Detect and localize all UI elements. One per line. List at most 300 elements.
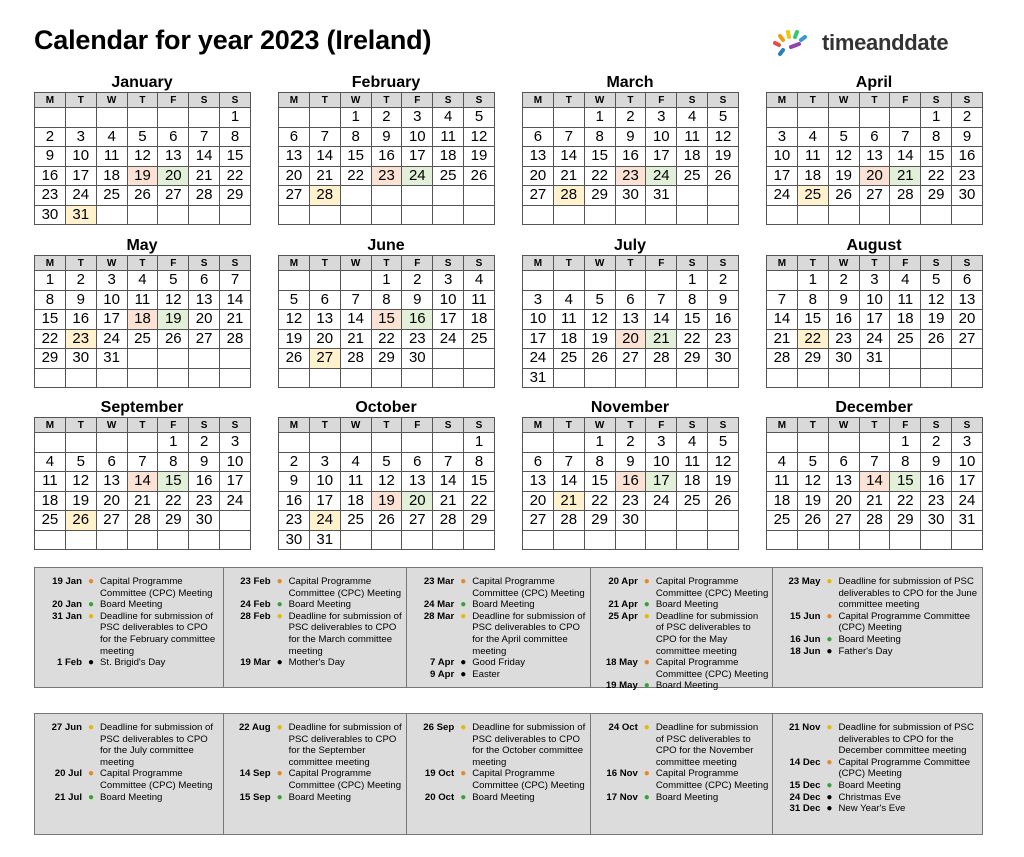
day-cell[interactable]: 19 [584,329,615,349]
day-cell[interactable]: 17 [65,166,96,186]
day-cell[interactable]: 5 [921,271,952,291]
day-cell[interactable]: 16 [615,147,646,167]
day-cell[interactable]: 18 [35,491,66,511]
day-cell[interactable]: 25 [35,511,66,531]
day-cell[interactable]: 15 [890,472,921,492]
day-cell[interactable]: 19 [127,166,158,186]
day-cell[interactable]: 17 [952,472,983,492]
day-cell[interactable]: 8 [584,127,615,147]
day-cell[interactable]: 19 [65,491,96,511]
day-cell[interactable]: 19 [464,147,495,167]
day-cell[interactable]: 1 [584,433,615,453]
day-cell[interactable]: 22 [584,166,615,186]
day-cell[interactable]: 14 [433,472,464,492]
day-cell[interactable]: 2 [371,108,402,128]
day-cell[interactable]: 19 [158,310,189,330]
day-cell[interactable]: 28 [127,511,158,531]
day-cell[interactable]: 23 [371,166,402,186]
day-cell[interactable]: 8 [921,127,952,147]
day-cell[interactable]: 29 [35,349,66,369]
day-cell[interactable]: 10 [646,127,677,147]
day-cell[interactable]: 12 [371,472,402,492]
day-cell[interactable]: 18 [433,147,464,167]
timeanddate-logo[interactable] [773,26,948,60]
day-cell[interactable]: 11 [677,452,708,472]
day-cell[interactable]: 6 [523,127,554,147]
day-cell[interactable]: 1 [464,433,495,453]
day-cell[interactable]: 17 [859,310,890,330]
day-cell[interactable]: 18 [797,166,828,186]
day-cell[interactable]: 26 [371,511,402,531]
day-cell[interactable]: 12 [708,127,739,147]
day-cell[interactable]: 13 [523,472,554,492]
day-cell[interactable]: 13 [523,147,554,167]
day-cell[interactable]: 25 [433,166,464,186]
day-cell[interactable]: 2 [952,108,983,128]
day-cell[interactable]: 5 [127,127,158,147]
day-cell[interactable]: 12 [708,452,739,472]
day-cell[interactable]: 2 [65,271,96,291]
day-cell[interactable]: 25 [767,511,798,531]
day-cell[interactable]: 19 [797,491,828,511]
day-cell[interactable]: 17 [646,472,677,492]
day-cell[interactable]: 30 [828,349,859,369]
day-cell[interactable]: 9 [615,452,646,472]
day-cell[interactable]: 8 [35,290,66,310]
day-cell[interactable]: 3 [220,433,251,453]
day-cell[interactable]: 20 [952,310,983,330]
day-cell[interactable]: 22 [921,166,952,186]
day-cell[interactable]: 29 [220,186,251,206]
day-cell[interactable]: 4 [127,271,158,291]
day-cell[interactable]: 10 [402,127,433,147]
day-cell[interactable]: 31 [859,349,890,369]
day-cell[interactable]: 10 [309,472,340,492]
day-cell[interactable]: 20 [309,329,340,349]
day-cell[interactable]: 25 [553,349,584,369]
day-cell[interactable]: 9 [371,127,402,147]
day-cell[interactable]: 4 [553,290,584,310]
day-cell[interactable]: 31 [523,368,554,388]
day-cell[interactable]: 13 [402,472,433,492]
day-cell[interactable]: 15 [371,310,402,330]
day-cell[interactable]: 28 [340,349,371,369]
day-cell[interactable]: 9 [279,472,310,492]
day-cell[interactable]: 28 [553,186,584,206]
day-cell[interactable]: 7 [433,452,464,472]
day-cell[interactable]: 20 [279,166,310,186]
day-cell[interactable]: 6 [279,127,310,147]
day-cell[interactable]: 12 [158,290,189,310]
day-cell[interactable]: 29 [890,511,921,531]
day-cell[interactable]: 10 [523,310,554,330]
day-cell[interactable]: 22 [220,166,251,186]
day-cell[interactable]: 14 [340,310,371,330]
day-cell[interactable]: 9 [708,290,739,310]
day-cell[interactable]: 26 [464,166,495,186]
day-cell[interactable]: 26 [65,511,96,531]
day-cell[interactable]: 6 [523,452,554,472]
day-cell[interactable]: 24 [952,491,983,511]
day-cell[interactable]: 19 [921,310,952,330]
day-cell[interactable]: 24 [65,186,96,206]
day-cell[interactable]: 6 [615,290,646,310]
day-cell[interactable]: 23 [952,166,983,186]
day-cell[interactable]: 28 [767,349,798,369]
day-cell[interactable]: 4 [677,433,708,453]
day-cell[interactable]: 23 [828,329,859,349]
day-cell[interactable]: 26 [158,329,189,349]
day-cell[interactable]: 27 [828,511,859,531]
day-cell[interactable]: 27 [402,511,433,531]
day-cell[interactable]: 23 [708,329,739,349]
day-cell[interactable]: 16 [189,472,220,492]
day-cell[interactable]: 3 [65,127,96,147]
day-cell[interactable]: 27 [96,511,127,531]
day-cell[interactable]: 11 [677,127,708,147]
day-cell[interactable]: 6 [402,452,433,472]
day-cell[interactable]: 23 [65,329,96,349]
day-cell[interactable]: 11 [433,127,464,147]
day-cell[interactable]: 14 [859,472,890,492]
day-cell[interactable]: 10 [646,452,677,472]
day-cell[interactable]: 18 [340,491,371,511]
day-cell[interactable]: 10 [96,290,127,310]
day-cell[interactable]: 29 [464,511,495,531]
day-cell[interactable]: 15 [921,147,952,167]
day-cell[interactable]: 30 [615,186,646,206]
day-cell[interactable]: 5 [371,452,402,472]
day-cell[interactable]: 11 [767,472,798,492]
day-cell[interactable]: 10 [220,452,251,472]
day-cell[interactable]: 21 [553,491,584,511]
day-cell[interactable]: 15 [340,147,371,167]
day-cell[interactable]: 17 [433,310,464,330]
day-cell[interactable]: 23 [279,511,310,531]
day-cell[interactable]: 24 [433,329,464,349]
day-cell[interactable]: 7 [340,290,371,310]
day-cell[interactable]: 3 [433,271,464,291]
day-cell[interactable]: 21 [127,491,158,511]
day-cell[interactable]: 5 [828,127,859,147]
day-cell[interactable]: 12 [828,147,859,167]
day-cell[interactable]: 18 [677,147,708,167]
day-cell[interactable]: 4 [35,452,66,472]
day-cell[interactable]: 9 [921,452,952,472]
day-cell[interactable]: 18 [767,491,798,511]
day-cell[interactable]: 16 [828,310,859,330]
day-cell[interactable]: 4 [464,271,495,291]
day-cell[interactable]: 6 [859,127,890,147]
day-cell[interactable]: 9 [615,127,646,147]
day-cell[interactable]: 24 [523,349,554,369]
day-cell[interactable]: 11 [127,290,158,310]
day-cell[interactable]: 27 [523,186,554,206]
day-cell[interactable]: 9 [952,127,983,147]
day-cell[interactable]: 28 [189,186,220,206]
day-cell[interactable]: 8 [677,290,708,310]
day-cell[interactable]: 28 [553,511,584,531]
day-cell[interactable]: 29 [584,186,615,206]
day-cell[interactable]: 7 [859,452,890,472]
day-cell[interactable]: 17 [402,147,433,167]
day-cell[interactable]: 9 [402,290,433,310]
day-cell[interactable]: 9 [828,290,859,310]
day-cell[interactable]: 26 [127,186,158,206]
day-cell[interactable]: 5 [279,290,310,310]
day-cell[interactable]: 14 [309,147,340,167]
day-cell[interactable]: 7 [220,271,251,291]
day-cell[interactable]: 6 [158,127,189,147]
day-cell[interactable]: 30 [952,186,983,206]
day-cell[interactable]: 25 [677,166,708,186]
day-cell[interactable]: 25 [340,511,371,531]
day-cell[interactable]: 4 [767,452,798,472]
day-cell[interactable]: 15 [464,472,495,492]
day-cell[interactable]: 20 [828,491,859,511]
day-cell[interactable]: 8 [158,452,189,472]
day-cell[interactable]: 30 [615,511,646,531]
day-cell[interactable]: 25 [797,186,828,206]
day-cell[interactable]: 1 [35,271,66,291]
day-cell[interactable]: 4 [890,271,921,291]
day-cell[interactable]: 16 [65,310,96,330]
day-cell[interactable]: 28 [890,186,921,206]
day-cell[interactable]: 18 [677,472,708,492]
day-cell[interactable]: 8 [584,452,615,472]
day-cell[interactable]: 5 [584,290,615,310]
day-cell[interactable]: 8 [340,127,371,147]
day-cell[interactable]: 19 [708,147,739,167]
day-cell[interactable]: 16 [279,491,310,511]
day-cell[interactable]: 15 [584,147,615,167]
day-cell[interactable]: 12 [797,472,828,492]
day-cell[interactable]: 30 [402,349,433,369]
day-cell[interactable]: 5 [464,108,495,128]
day-cell[interactable]: 15 [677,310,708,330]
day-cell[interactable]: 13 [158,147,189,167]
day-cell[interactable]: 19 [279,329,310,349]
day-cell[interactable]: 21 [433,491,464,511]
day-cell[interactable]: 22 [158,491,189,511]
day-cell[interactable]: 13 [96,472,127,492]
day-cell[interactable]: 3 [952,433,983,453]
day-cell[interactable]: 20 [615,329,646,349]
day-cell[interactable]: 27 [189,329,220,349]
day-cell[interactable]: 29 [584,511,615,531]
day-cell[interactable]: 8 [797,290,828,310]
day-cell[interactable]: 29 [921,186,952,206]
day-cell[interactable]: 2 [615,108,646,128]
day-cell[interactable]: 28 [646,349,677,369]
day-cell[interactable]: 10 [859,290,890,310]
day-cell[interactable]: 13 [189,290,220,310]
day-cell[interactable]: 24 [646,166,677,186]
day-cell[interactable]: 26 [828,186,859,206]
day-cell[interactable]: 1 [890,433,921,453]
day-cell[interactable]: 26 [708,491,739,511]
day-cell[interactable]: 12 [584,310,615,330]
day-cell[interactable]: 3 [859,271,890,291]
day-cell[interactable]: 20 [523,166,554,186]
day-cell[interactable]: 2 [279,452,310,472]
day-cell[interactable]: 22 [464,491,495,511]
day-cell[interactable]: 26 [797,511,828,531]
day-cell[interactable]: 21 [553,166,584,186]
day-cell[interactable]: 20 [96,491,127,511]
day-cell[interactable]: 14 [220,290,251,310]
day-cell[interactable]: 31 [65,205,96,225]
day-cell[interactable]: 7 [767,290,798,310]
day-cell[interactable]: 6 [952,271,983,291]
day-cell[interactable]: 23 [35,186,66,206]
day-cell[interactable]: 12 [464,127,495,147]
day-cell[interactable]: 29 [677,349,708,369]
day-cell[interactable]: 25 [464,329,495,349]
day-cell[interactable]: 3 [646,433,677,453]
day-cell[interactable]: 31 [309,530,340,550]
day-cell[interactable]: 7 [890,127,921,147]
day-cell[interactable]: 14 [127,472,158,492]
day-cell[interactable]: 11 [797,147,828,167]
day-cell[interactable]: 27 [859,186,890,206]
day-cell[interactable]: 2 [35,127,66,147]
day-cell[interactable]: 2 [921,433,952,453]
day-cell[interactable]: 8 [220,127,251,147]
day-cell[interactable]: 11 [35,472,66,492]
day-cell[interactable]: 2 [189,433,220,453]
day-cell[interactable]: 13 [615,310,646,330]
day-cell[interactable]: 26 [708,166,739,186]
day-cell[interactable]: 27 [952,329,983,349]
day-cell[interactable]: 24 [96,329,127,349]
day-cell[interactable]: 5 [797,452,828,472]
day-cell[interactable]: 17 [767,166,798,186]
day-cell[interactable]: 27 [279,186,310,206]
day-cell[interactable]: 15 [220,147,251,167]
day-cell[interactable]: 1 [584,108,615,128]
day-cell[interactable]: 24 [220,491,251,511]
day-cell[interactable]: 16 [35,166,66,186]
day-cell[interactable]: 22 [890,491,921,511]
day-cell[interactable]: 23 [615,491,646,511]
day-cell[interactable]: 16 [952,147,983,167]
day-cell[interactable]: 15 [158,472,189,492]
day-cell[interactable]: 4 [797,127,828,147]
day-cell[interactable]: 20 [523,491,554,511]
day-cell[interactable]: 25 [127,329,158,349]
day-cell[interactable]: 7 [646,290,677,310]
day-cell[interactable]: 27 [309,349,340,369]
day-cell[interactable]: 10 [952,452,983,472]
day-cell[interactable]: 30 [189,511,220,531]
day-cell[interactable]: 4 [433,108,464,128]
day-cell[interactable]: 23 [189,491,220,511]
day-cell[interactable]: 30 [921,511,952,531]
day-cell[interactable]: 25 [96,186,127,206]
day-cell[interactable]: 17 [220,472,251,492]
day-cell[interactable]: 15 [584,472,615,492]
day-cell[interactable]: 14 [890,147,921,167]
day-cell[interactable]: 6 [189,271,220,291]
day-cell[interactable]: 29 [158,511,189,531]
day-cell[interactable]: 29 [371,349,402,369]
day-cell[interactable]: 6 [828,452,859,472]
day-cell[interactable]: 11 [890,290,921,310]
day-cell[interactable]: 3 [767,127,798,147]
day-cell[interactable]: 1 [158,433,189,453]
day-cell[interactable]: 7 [553,452,584,472]
day-cell[interactable]: 13 [828,472,859,492]
day-cell[interactable]: 29 [797,349,828,369]
day-cell[interactable]: 19 [828,166,859,186]
day-cell[interactable]: 5 [65,452,96,472]
day-cell[interactable]: 30 [65,349,96,369]
day-cell[interactable]: 12 [65,472,96,492]
day-cell[interactable]: 18 [553,329,584,349]
day-cell[interactable]: 28 [220,329,251,349]
day-cell[interactable]: 24 [309,511,340,531]
day-cell[interactable]: 25 [890,329,921,349]
day-cell[interactable]: 11 [553,310,584,330]
day-cell[interactable]: 12 [921,290,952,310]
day-cell[interactable]: 30 [279,530,310,550]
day-cell[interactable]: 20 [859,166,890,186]
day-cell[interactable]: 2 [402,271,433,291]
day-cell[interactable]: 26 [584,349,615,369]
day-cell[interactable]: 1 [340,108,371,128]
day-cell[interactable]: 22 [797,329,828,349]
day-cell[interactable]: 14 [189,147,220,167]
day-cell[interactable]: 1 [371,271,402,291]
day-cell[interactable]: 15 [797,310,828,330]
day-cell[interactable]: 6 [309,290,340,310]
day-cell[interactable]: 21 [767,329,798,349]
day-cell[interactable]: 3 [646,108,677,128]
day-cell[interactable]: 21 [220,310,251,330]
day-cell[interactable]: 16 [615,472,646,492]
day-cell[interactable]: 6 [96,452,127,472]
day-cell[interactable]: 10 [433,290,464,310]
day-cell[interactable]: 23 [921,491,952,511]
day-cell[interactable]: 7 [189,127,220,147]
day-cell[interactable]: 10 [65,147,96,167]
day-cell[interactable]: 4 [677,108,708,128]
day-cell[interactable]: 27 [158,186,189,206]
day-cell[interactable]: 5 [708,433,739,453]
day-cell[interactable]: 5 [708,108,739,128]
day-cell[interactable]: 21 [859,491,890,511]
day-cell[interactable]: 16 [371,147,402,167]
day-cell[interactable]: 12 [279,310,310,330]
day-cell[interactable]: 10 [767,147,798,167]
day-cell[interactable]: 16 [921,472,952,492]
day-cell[interactable]: 21 [890,166,921,186]
day-cell[interactable]: 27 [615,349,646,369]
day-cell[interactable]: 20 [402,491,433,511]
day-cell[interactable]: 13 [859,147,890,167]
day-cell[interactable]: 2 [828,271,859,291]
day-cell[interactable]: 18 [464,310,495,330]
day-cell[interactable]: 9 [65,290,96,310]
day-cell[interactable]: 21 [309,166,340,186]
day-cell[interactable]: 7 [553,127,584,147]
day-cell[interactable]: 21 [340,329,371,349]
day-cell[interactable]: 5 [158,271,189,291]
day-cell[interactable]: 22 [371,329,402,349]
day-cell[interactable]: 3 [96,271,127,291]
day-cell[interactable]: 20 [189,310,220,330]
